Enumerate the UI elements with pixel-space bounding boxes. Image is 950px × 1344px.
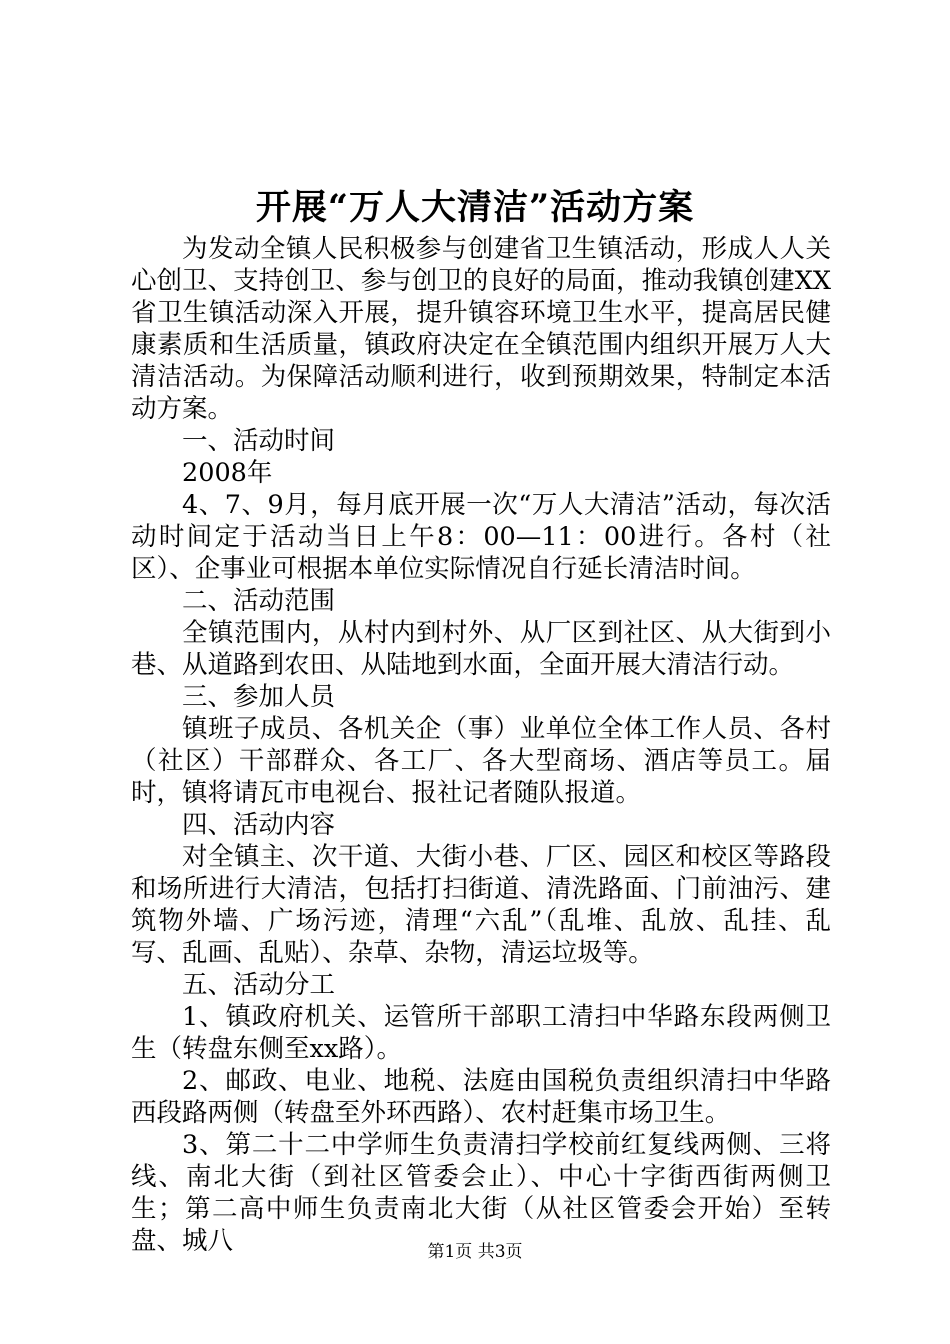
- paragraph-time-detail: 4、7、9月，每月底开展一次“万人大清洁”活动，每次活动时间定于活动当日上午8：00—11：00进行。各村（社区）、企事业可根据本单位实际情况自行延长清洁时间。: [131, 490, 831, 584]
- paragraph-scope-detail: 全镇范围内，从村内到村外、从厂区到社区、从大街到小巷、从道路到农田、从陆地到水面，全面开展大清洁行动。: [131, 618, 831, 680]
- heading-division-of-work: 五、活动分工: [182, 970, 336, 1000]
- heading-participants: 三、参加人员: [182, 682, 336, 712]
- heading-activity-time: 一、活动时间: [182, 426, 336, 456]
- page-footer: 第1页 共3页: [427, 1242, 523, 1262]
- paragraph-division-3: 3、第二十二中学师生负责清扫学校前红复线两侧、三将线、南北大街（到社区管委会止）、中心十字街西街两侧卫生；第二高中师生负责南北大街（从社区管委会开始）至转盘、城八: [131, 1130, 831, 1256]
- heading-activity-scope: 二、活动范围: [182, 586, 336, 616]
- paragraph-intro: 为发动全镇人民积极参与创建省卫生镇活动，形成人人关心创卫、支持创卫、参与创卫的良好的局面，推动我镇创建XX省卫生镇活动深入开展，提升镇容环境卫生水平，提高居民健康素质和生活质量，镇政府决定在全镇范围内组织开展万人大清洁活动。为保障活动顺利进行，收到预期效果，特制定本活动方案。: [131, 234, 831, 424]
- paragraph-content-detail: 对全镇主、次干道、大街小巷、厂区、园区和校区等路段和场所进行大清洁，包括打扫街道、清洗路面、门前油污、建筑物外墙、广场污迹，清理“六乱”（乱堆、乱放、乱挂、乱写、乱画、乱贴）、杂草、杂物，清运垃圾等。: [131, 842, 831, 968]
- document-body: [131, 233, 831, 1257]
- paragraph-division-2: 2、邮政、电业、地税、法庭由国税负责组织清扫中华路西段路两侧（转盘至外环西路）、农村赶集市场卫生。: [131, 1066, 831, 1128]
- paragraph-division-1: 1、镇政府机关、运管所干部职工清扫中华路东段两侧卫生（转盘东侧至xx路）。: [131, 1002, 831, 1064]
- heading-activity-content: 四、活动内容: [182, 810, 336, 840]
- paragraph-participants-detail: 镇班子成员、各机关企（事）业单位全体工作人员、各村（社区）干部群众、各工厂、各大型商场、酒店等员工。届时，镇将请瓦市电视台、报社记者随队报道。: [131, 714, 831, 808]
- paragraph-year: 2008年: [182, 458, 273, 488]
- document-title: 开展“万人大清洁”活动方案: [255, 187, 695, 228]
